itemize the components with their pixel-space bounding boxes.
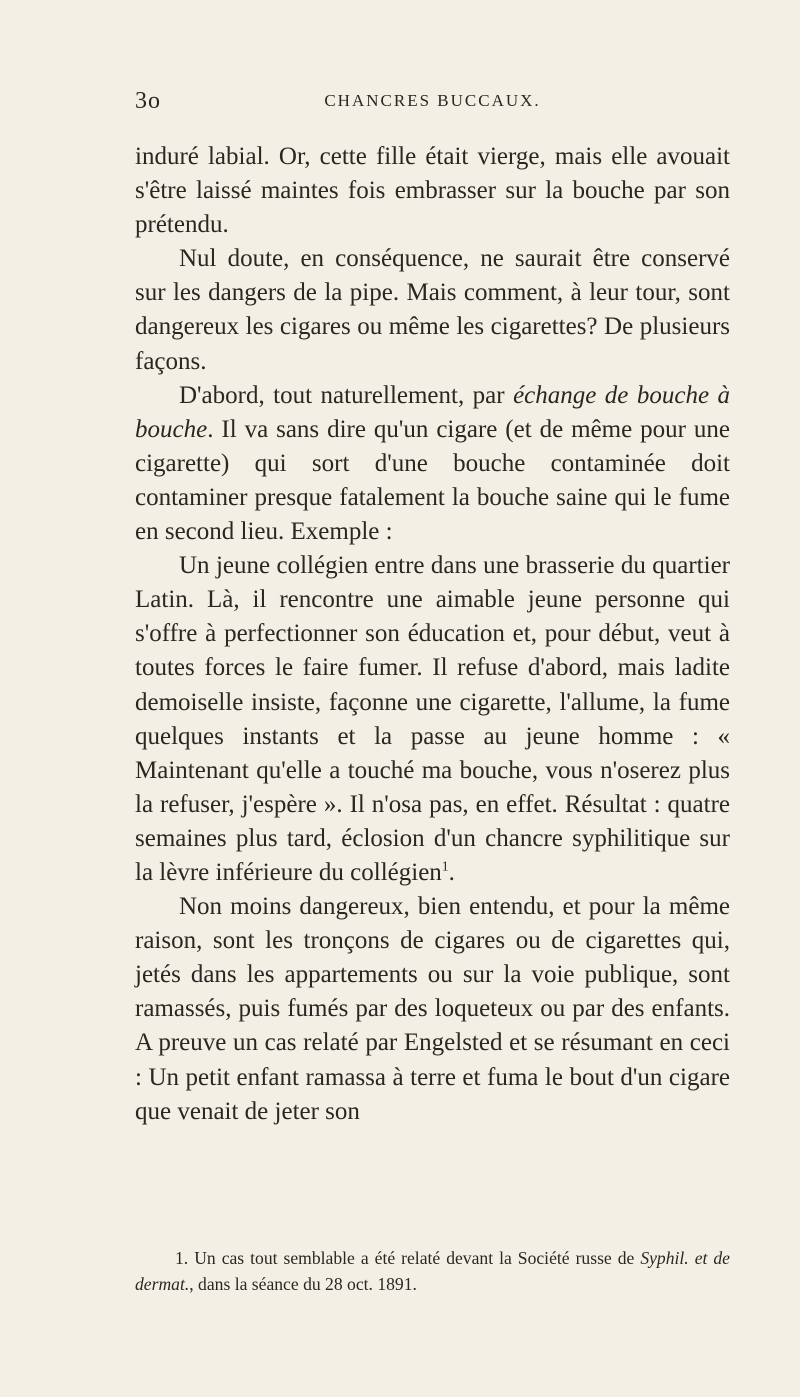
paragraph-4-before: Un jeune collégien entre dans une brasserie du quartier Latin. Là, il rencontre une aimable jeune personne qui s'offre à perfectionner son éducation et, pour début, veut à toutes forces le faire fumer. Il refuse d'abord, mais ladite demoiselle insiste, façonne une cigarette, l'allume, la fume quelques instants et la passe au jeune homme : « Maintenant qu'elle a touché ma bouche, vous n'oserez plus la refuser, j'espère ». Il n'osa pas, en effet. Résultat : quatre semaines plus tard, éclosion d'un chancre syphilitique sur la lèvre inférieure du collégien (135, 552, 730, 886)
paragraph-5-text: Non moins dangereux, bien entendu, et pour la même raison, sont les tronçons de cigares ou de cigarettes qui, jetés dans les appartements ou sur la voie publique, sont ramassés, puis fumés par des loqueteux ou par des enfants. A preuve un cas relaté par Engelsted et se résumant en ceci : Un petit enfant ramassa à terre et fuma le bout d'un cigare que venait de jeter son (135, 893, 730, 1125)
paragraph-3-italic: échange de bouche à bouche (135, 381, 731, 443)
footnote-1-before: 1. Un cas tout semblable a été relaté devant la Société russe de (175, 1248, 641, 1268)
paragraph-4-after: . (448, 858, 455, 886)
paragraph-1-text: induré labial. Or, cette fille était vierge, mais elle avouait s'être laissé maintes fois embrasser sur la bouche par son prétendu. (135, 143, 730, 239)
paragraph-3-after: . Il va sans dire qu'un cigare (et de même pour une cigarette) qui sort d'une bouche contaminée doit contaminer presque fatalement la bouche saine qui le fume en second lieu. Exemple : (135, 415, 730, 546)
running-title: CHANCRES BUCCAUX. (324, 91, 541, 110)
body-text (135, 140, 730, 1129)
paragraph-3-before: D'abord, tout naturellement, par (179, 381, 514, 409)
paragraph-2-text: Nul doute, en conséquence, ne saurait être conservé sur les dangers de la pipe. Mais comment, à leur tour, sont dangereux les cigares ou même les cigarettes? De plusieurs façons. (135, 245, 730, 375)
paragraph-4 (135, 549, 730, 890)
footnote-1-italic: Syphil. et de dermat. (135, 1248, 730, 1294)
paragraph-2 (135, 242, 730, 378)
paragraph-3 (135, 379, 730, 549)
page-number: 3o (135, 88, 161, 114)
paragraph-5 (135, 890, 730, 1129)
footnote-1 (135, 1245, 730, 1297)
footnotes (135, 1245, 730, 1297)
footnote-ref: 1 (441, 858, 449, 874)
paragraph-1 (135, 140, 730, 242)
page-header (135, 88, 730, 118)
footnote-1-after: , dans la séance du 28 oct. 1891. (189, 1274, 417, 1294)
